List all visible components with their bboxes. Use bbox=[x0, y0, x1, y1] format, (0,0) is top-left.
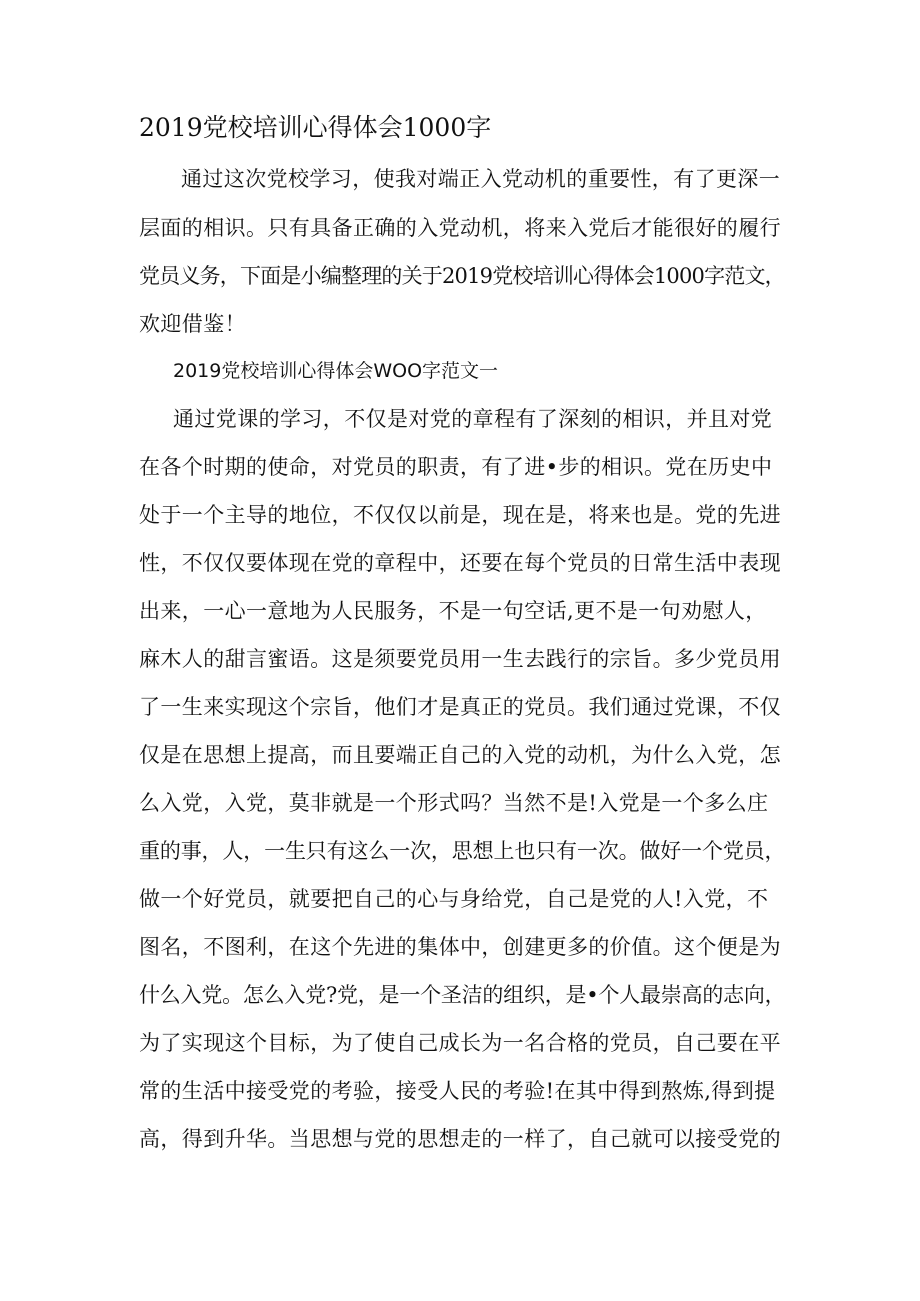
body-line: 麻木人的甜言蜜语。这是须要党员用一生去践行的宗旨。多少党员用 bbox=[139, 647, 781, 671]
intro-line: 党员义务，下面是小编整理的关于2019党校培训心得体会1000字范文， bbox=[139, 264, 785, 288]
intro-line: 层面的相识。只有具备正确的入党动机，将来入党后才能很好的履行 bbox=[139, 216, 781, 240]
body-line: 为了实现这个目标，为了使自己成长为一名合格的党员，自己要在平 bbox=[139, 1031, 781, 1055]
body-line: 处于一个主导的地位，不仅仅以前是，现在是，将来也是。党的先进 bbox=[139, 503, 781, 527]
intro-line: 通过这次党校学习，使我对端正入党动机的重要性，有了更深一 bbox=[181, 167, 781, 191]
body-line: 重的事，人，一生只有这么一次，思想上也只有一次。做好一个党员， bbox=[139, 839, 786, 863]
body-line: 什么入党。怎么入党?党，是一个圣洁的组织，是•个人最崇高的志向， bbox=[139, 983, 786, 1007]
body-line: 通过党课的学习，不仅是对党的章程有了深刻的相识，并且对党 bbox=[173, 407, 773, 431]
body-line: 了一生来实现这个宗旨，他们才是真正的党员。我们通过党课，不仅 bbox=[139, 695, 781, 719]
body-line: 在各个时期的使命，对党员的职责，有了进•步的相识。党在历史中 bbox=[139, 455, 773, 479]
body-line: 么入党，入党，莫非就是一个形式吗？当然不是!入党是一个多么庄 bbox=[139, 791, 769, 815]
section-heading: 2019党校培训心得体会WOO字范文一 bbox=[173, 360, 499, 382]
body-line: 仅是在思想上提高，而且要端正自己的入党的动机，为什么入党，怎 bbox=[139, 743, 781, 767]
body-line: 性，不仅仅要体现在党的章程中，还要在每个党员的日常生活中表现 bbox=[139, 551, 781, 575]
intro-line: 欢迎借鉴！ bbox=[139, 312, 246, 336]
body-line: 做一个好党员，就要把自己的心与身给党，自己是党的人!入党，不 bbox=[139, 887, 769, 911]
body-line: 图名，不图利，在这个先进的集体中，创建更多的价值。这个便是为 bbox=[139, 935, 781, 959]
body-line: 出来，一心一意地为人民服务，不是一句空话,更不是一句劝慰人， bbox=[139, 599, 767, 623]
document-title: 2019党校培训心得体会1000字 bbox=[139, 113, 492, 142]
body-line: 高，得到升华。当思想与党的思想走的一样了，自己就可以接受党的 bbox=[139, 1127, 781, 1151]
body-line: 常的生活中接受党的考验，接受人民的考验!在其中得到熬炼,得到提 bbox=[139, 1079, 776, 1103]
